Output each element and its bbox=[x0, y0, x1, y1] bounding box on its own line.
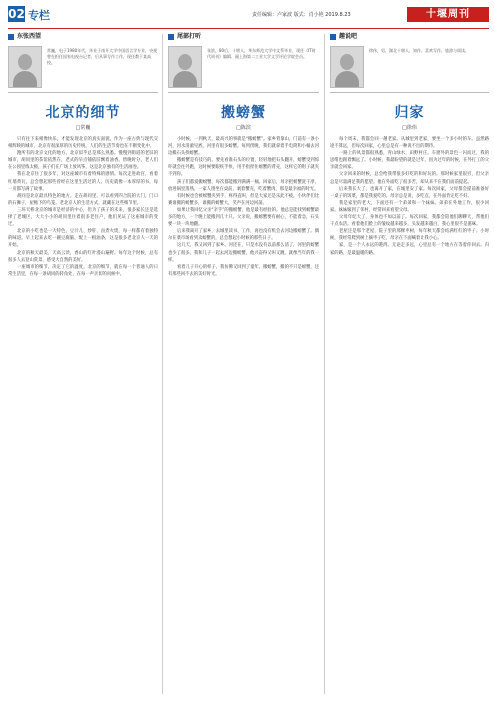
paragraph: 北京的秋天最美，天高云淡，香山的红叶漫山遍野。每年这个时候，总有很多人去登山赏景，感受大自然的美好。 bbox=[8, 250, 158, 263]
article-body bbox=[168, 136, 319, 678]
author-photo bbox=[168, 46, 202, 88]
paragraph: 跑所有的北京文化的地方，北京似乎总是那么熟悉。慢慢到街道的老旧的城市，胡同里的茶馆依然在，老式的早点铺依旧飘着油香。傍晚时分，老人们在公园里练太极，孩子们在广场上放风筝，这是北京独有的生活画卷。 bbox=[8, 151, 158, 171]
paragraph: 家，是一个人永远的港湾。无论走多远，心里总有一个地方在等着你回去。归家的路，是最温暖的路。 bbox=[330, 243, 489, 256]
paragraph: 一座城市的细节，决定了它的温度。北京的细节，就在每一个普通人的日常生活里，在每一条胡同的转角处，在每一声亲切的问候中。 bbox=[8, 264, 158, 277]
paragraph: 父母年纪大了，身体也不如以前了。每次回家，我都会陪他们聊聊天，帮他们干点农活。看着他们脸上的皱纹越来越多，头发越来越白，我心里很不是滋味。 bbox=[330, 215, 489, 228]
paragraph: 每个周末，我都会回一趟老家。从城里到老家，要坐一个多小时的车。虽然路途不算远，但每次回家，心里总是有一种说不出的期待。 bbox=[330, 137, 489, 150]
column-badge: 尾部打听 bbox=[168, 32, 319, 42]
article-author: □陈滨 bbox=[236, 125, 251, 131]
article-body bbox=[330, 136, 489, 678]
author-bio bbox=[168, 46, 319, 86]
author-photo bbox=[8, 46, 42, 88]
editor-meta: 责任编辑：卢家波 版式：肖小艳 2019.8.23 bbox=[252, 12, 351, 18]
column-divider bbox=[162, 34, 163, 694]
paragraph: 只有往下来相像快乐，才能发现北京的真实面貌。作为一座古典与现代交相辉映的城市，北京有很深厚的历史传统，人们的生活节奏也在不断变化中。 bbox=[8, 137, 158, 150]
header-divider bbox=[8, 28, 489, 29]
paragraph: 父亲回来的时候，总会给我带很多好吃的和好玩的。那时候家里很穷，但父亲总是尽量满足我的愿望。他在外面吃了很多苦，却从来不在我们面前提起。 bbox=[330, 172, 489, 185]
paragraph: 我在北京住了很多年，对这座城市有着特殊的感情。每次走进故宫，看着红墙黄瓦，总会想起那些曾经在这里生活过的人。历史就像一本厚厚的书，每一页都写满了故事。 bbox=[8, 172, 158, 192]
author-bio bbox=[8, 46, 158, 86]
bio-text: 徐伟，男，湖北十堰人，知作、喜欢写作、旅游与阅读。 bbox=[369, 48, 469, 53]
section-title: 专栏 bbox=[28, 9, 50, 22]
article-column-3 bbox=[330, 32, 489, 696]
article-title: 北京的细节 bbox=[45, 105, 121, 121]
paragraph: 三环天桥北京的城市是经济的中心，但为了孩子的未来，很多家长还是选择了老城区。大大小小的胡同里住着很多老住户，他们见证了这座城市的变迁。 bbox=[8, 207, 158, 228]
bio-text: 张滨，80后，十堰人，华东师范大学中文系毕业，现任《IT时代周刊》编辑、副上海第二工业大学文学评论学院会员。 bbox=[207, 48, 316, 59]
article-author: □徐伟 bbox=[402, 125, 417, 131]
article-title: 归家 bbox=[394, 105, 425, 121]
paragraph: 后来我长大了，也离开了家，在城里安了家。每次回家，父母都会提前准备好一桌子的饭菜，都是我爱吃的。母亲总是说，多吃点，在外面肯定吃不好。 bbox=[330, 186, 489, 199]
article-author: □常巍 bbox=[75, 125, 91, 131]
article-title: 搬螃蟹 bbox=[221, 105, 266, 121]
paragraph: 有时候也会被螃蟹夹到手，疼得直叫，但是大家还是乐此不疲。小伙伴们比赛谁搬的螃蟹多，谁搬的螃蟹大，笑声在河边回荡。 bbox=[168, 193, 319, 206]
page-header bbox=[0, 0, 494, 28]
masthead: 十堰周刊 bbox=[407, 7, 489, 22]
paragraph: 我是家里的老大，下面还有一个弟弟和一个妹妹。弟弟在外地工作，很少回家。妹妹嫁到了邻村，经常回来看望父母。 bbox=[330, 200, 489, 213]
column-badge: 趣说吧 bbox=[330, 32, 489, 42]
paragraph: 北京的小吃也是一大特色，豆汁儿、炒肝、卤煮火烧，每一样都有着独特的味道。早上起来去吃一碗豆腐脑，配上一根油条，这是很多老北京人一天的开始。 bbox=[8, 229, 158, 249]
bio-divider bbox=[8, 92, 158, 93]
paragraph: 胡同是北京最具特色的地方。走在胡同里，可以看到四合院的大门，门口的石狮子，屋檐下的鸟笼。老北京人的生活方式，就藏在这些细节里。 bbox=[8, 193, 158, 206]
paragraph: 如果让我回忆父亲“亲手”的搬螃蟹，他是最有经验的。他总是能找到螃蟹最多的地方，一个晚上能搬到几十只。父亲说，搬螃蟹要有耐心，不能着急，石头要一块一块地翻。 bbox=[168, 207, 319, 228]
bio-divider bbox=[330, 92, 489, 93]
bio-text: 常巍，电子1980年代，毕业于南开大学中国语言学专业，央视曾在担任国家电视台记者，后从事写作工作，现任教于某高校。 bbox=[47, 48, 158, 65]
page-number: 02 bbox=[8, 7, 25, 21]
paragraph: 这几天，我又回到了家乡。河还在，只是水没有以前那么清了，河里的螃蟹也少了很多。我和儿子一起去河边搬螃蟹，他兴奋得又叫又跳，就像当年的我一样。 bbox=[168, 243, 319, 263]
bio-divider bbox=[168, 92, 319, 93]
article-column-1 bbox=[8, 32, 158, 696]
paragraph: 小时候，一到秋天，最高兴的事就是“搬螃蟹”。家乡背靠山，门前有一条小河，河水清澈见底，河里有很多螃蟹。每到傍晚，我们就拿着手电筒和小桶去河边搬石头找螃蟹。 bbox=[168, 137, 319, 157]
paragraph: 后来我离开了家乡，去城里读书、工作，再也没有机会去河边搬螃蟹了。偶尔在菜市场看到卖螃蟹的，总会想起小时候的那些日子。 bbox=[168, 229, 319, 242]
paragraph: 一路上的风景都很熟悉，青山绿水，田野村庄。车窗外的景色一闪而过，我的思绪也跟着飘远了。小时候，我最盼望的就是过年，因为过年的时候，在外打工的父亲就会回家。 bbox=[330, 151, 489, 171]
article-column-2 bbox=[168, 32, 319, 696]
paragraph: 孩子们都爱搬螃蟹，每次都能搬到满满一桶。回家后，母亲把螃蟹洗干净，放进锅里蒸熟，一家人围坐在桌前，剥着蟹壳，吃着蟹肉，那是最幸福的时光。 bbox=[168, 179, 319, 192]
column-badge: 东张西望 bbox=[8, 32, 158, 42]
paragraph: 搬螃蟹是有技巧的。要先看准石头的位置，轻轻地把石头翻开，螃蟹受到惊吓就会往外跑，这时候要眼疾手快，用手指捏住螃蟹的背壳，这样它的钳子就夹不到你。 bbox=[168, 158, 319, 178]
paragraph: 老屋还是那个老屋，院子里的那棵枣树，每年秋天都会结满红红的枣子。小时候，我经常爬到树上摘枣子吃，母亲在下面喊着让我小心。 bbox=[330, 229, 489, 242]
article-body bbox=[8, 136, 158, 678]
author-bio bbox=[330, 46, 489, 86]
paragraph: 看着儿子开心的样子，我仿佛又回到了童年。搬螃蟹，搬的不只是螃蟹，还有那些回不去的美好时光。 bbox=[168, 264, 319, 277]
author-photo bbox=[330, 46, 364, 88]
column-divider bbox=[324, 34, 325, 694]
